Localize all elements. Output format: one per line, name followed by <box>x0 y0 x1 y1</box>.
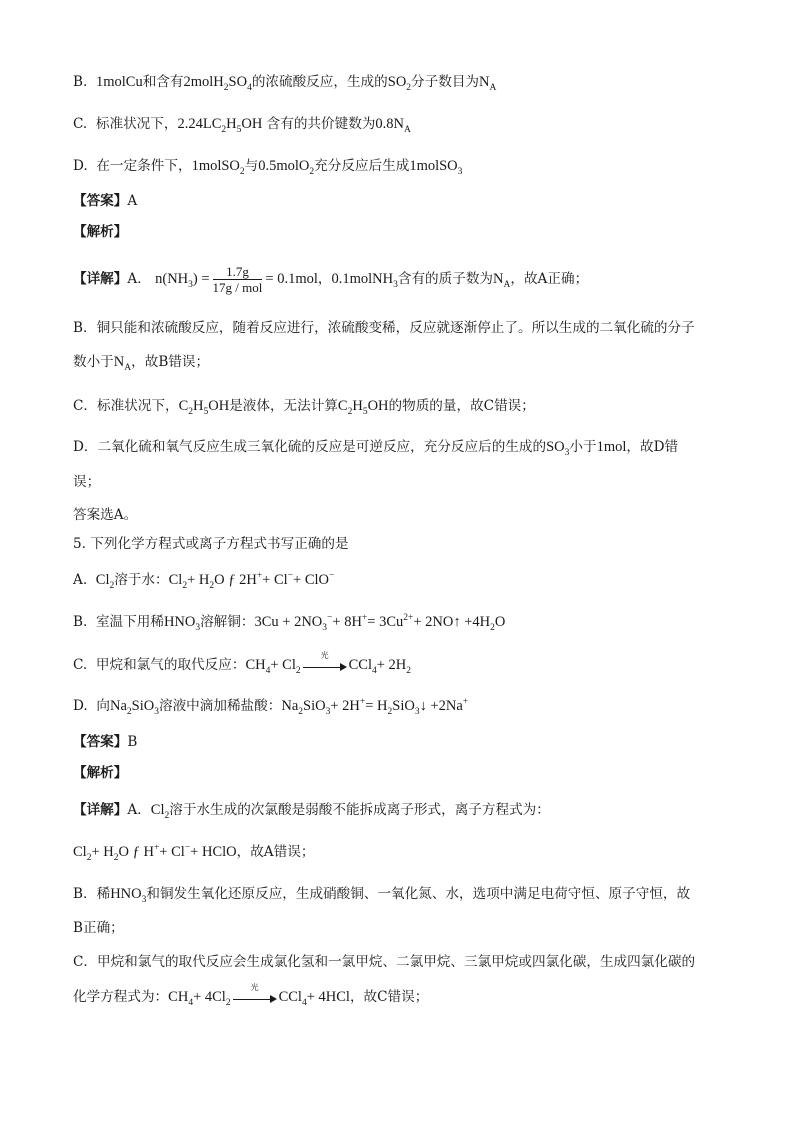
q4-option-d <box>73 156 734 176</box>
formula: $N_A$ <box>479 74 497 93</box>
equation: CCl$_4$+ 4HCl <box>278 989 350 1008</box>
formula: $HNO_3$ <box>110 886 147 905</box>
text: B．铜只能和浓硫酸反应，随着反应进行，浓硫酸变稀，反应就逐渐停止了。所以生成的二氧化硫的分子 <box>73 320 695 336</box>
equation: $CH_4+ Cl_2$ <box>245 657 301 676</box>
text: 的浓硫酸反应，生成的 <box>251 74 388 90</box>
formula: 1molSO$_3$ <box>409 158 463 177</box>
q5-detail-c1 <box>73 952 734 972</box>
formula: $C_2H_5OH$ <box>178 398 230 417</box>
text: 充分反应后生成 <box>314 158 410 174</box>
q5-detail-b1 <box>73 884 734 904</box>
q5-detail-c2 <box>73 982 734 1008</box>
text: A． <box>127 271 151 287</box>
text: 分子数目为 <box>411 74 480 90</box>
text: 是液体，无法计算 <box>229 398 338 414</box>
equation: $Na_2SiO_3+ 2H^+=$ $H_2SiO_3↓ +2Na^+$ <box>281 697 469 717</box>
q5-detail-a1 <box>73 800 734 820</box>
formula: $N_A$ <box>113 354 132 373</box>
text: 溶解铜： <box>200 614 255 630</box>
formula: $2.24LC_2H_5OH$ <box>177 116 263 135</box>
detail-tag: 【详解】 <box>73 802 128 818</box>
text: ， <box>317 271 332 287</box>
q4-detail-d1 <box>73 437 734 457</box>
text: 数小于 <box>73 354 114 370</box>
answer-tag: 【答案】 <box>73 734 128 750</box>
option-label: D. <box>73 698 88 714</box>
q4-detail-c <box>73 396 734 416</box>
text: ，故C错误； <box>349 989 429 1005</box>
text: 小于 <box>569 439 597 455</box>
text: 和含有 <box>142 74 184 90</box>
text: 甲烷和氯气的取代反应： <box>95 657 246 673</box>
q4-option-c <box>73 114 734 134</box>
text: C．甲烷和氯气的取代反应会生成氯化氢和一氯甲烷、二氯甲烷、三氯甲烷或四氯化碳，生成四氯化碳的 <box>73 954 696 970</box>
formula: 0.5molO$_2$ <box>258 158 315 177</box>
q4-detail-b1 <box>73 318 734 338</box>
option-label: D. <box>73 158 88 174</box>
q5-detail-b2 <box>73 918 734 938</box>
text: C．标准状况下， <box>73 398 179 414</box>
text: 答案选A。 <box>73 507 138 523</box>
formula: $HNO_3$ <box>163 614 201 633</box>
formula: $Cl_2$ <box>150 802 170 821</box>
formula: $n(NH_3)$ = <box>155 271 210 290</box>
text: A． <box>127 802 151 818</box>
equation: $Cl_2+ H_2O$ ƒ 2H++ Cl−+ ClO− <box>168 571 335 591</box>
fraction: $\frac{1.7g}{\text{17g / mol}}$ <box>212 264 263 295</box>
formula: = 0.1mol <box>265 271 318 287</box>
formula: $Cl_2$ <box>95 572 115 591</box>
option-label: C. <box>73 116 88 132</box>
analysis-tag: 【解析】 <box>73 224 128 240</box>
equation: $3Cu + 2NO_3^-+ 8H^+= 3Cu^{2+}+$ 2NO↑ $+4H_2O$ <box>254 613 506 633</box>
analysis-tag: 【解析】 <box>73 765 128 781</box>
q5-option-d <box>73 696 734 716</box>
question-stem: 5. 下列化学方程式或离子方程式书写正确的是 <box>73 536 349 552</box>
text: ，故A正确； <box>510 271 589 287</box>
text: 化学方程式为： <box>73 989 169 1005</box>
formula: $N_A$ <box>493 271 511 290</box>
text: B．稀 <box>73 886 111 902</box>
text: 的物质的量，故C错误； <box>388 398 535 414</box>
text: 溶于水生成的次氯酸是弱酸不能拆成离子形式，离子方程式为： <box>169 802 550 818</box>
formula: $SO_3$ <box>546 439 570 458</box>
text: 含有的质子数为 <box>397 271 494 287</box>
equation: $CCl_4+ 2H_2$ <box>348 657 412 676</box>
reaction-arrow: 光 <box>303 659 347 673</box>
text: 在一定条件下， <box>96 158 192 174</box>
text: 向 <box>96 698 110 714</box>
formula: 1mol <box>596 439 627 455</box>
reaction-arrow: 光 <box>233 991 277 1005</box>
text: ，故D错 <box>626 439 679 455</box>
answer-value: B <box>127 734 138 750</box>
q4-detail-a <box>73 262 734 296</box>
q5-detail-a2 <box>73 842 734 862</box>
q4-detail-d2 <box>73 472 734 492</box>
q5-option-a <box>73 570 734 590</box>
option-label: B. <box>73 74 88 90</box>
answer-value: A <box>127 193 138 209</box>
option-label: C. <box>73 657 88 673</box>
equation: $CH_4+ 4Cl_2$ <box>168 989 231 1008</box>
formula: $2molH_2SO_4$ <box>183 74 252 93</box>
q5-analysis-heading <box>73 763 734 783</box>
q4-detail-b2 <box>73 352 734 372</box>
q5-answer <box>73 732 734 752</box>
q5-stem <box>73 534 734 554</box>
formula: 1molSO$_2$ <box>191 158 245 177</box>
text: 室温下用稀 <box>95 614 164 630</box>
text: 误； <box>73 474 101 490</box>
text: 含有的共价键数为 <box>266 116 376 132</box>
text: D．二氧化硫和氧气反应生成三氧化硫的反应是可逆反应，充分反应后的生成的 <box>73 439 547 455</box>
equation: $Cl_2+ H_2O$ ƒ H++ Cl−+ HClO <box>73 843 237 863</box>
q4-answer <box>73 191 734 211</box>
text: B正确； <box>73 920 124 936</box>
formula: 0.1molNH$_3$ <box>331 271 398 290</box>
formula: 1molCu <box>95 74 143 90</box>
text: 溶于水： <box>114 572 169 588</box>
text: 和铜发生氧化还原反应，生成硝酸铜、一氧化氮、水，选项中满足电荷守恒、原子守恒，故 <box>146 886 691 902</box>
q4-conclusion <box>73 505 734 525</box>
option-label: B. <box>73 614 88 630</box>
text: ，故A错误； <box>236 844 315 860</box>
q5-option-c <box>73 650 734 676</box>
formula: $Na_2SiO_3$ <box>110 698 159 717</box>
formula: $C_2H_5OH$ <box>337 398 389 417</box>
q4-option-b <box>73 72 734 92</box>
detail-tag: 【详解】 <box>73 271 128 287</box>
text: 溶液中滴加稀盐酸： <box>159 698 282 714</box>
option-label: A. <box>73 572 88 588</box>
q5-option-b <box>73 612 734 632</box>
formula: $SO_2$ <box>387 74 412 93</box>
formula: $0.8N_A$ <box>375 116 411 135</box>
answer-tag: 【答案】 <box>73 193 128 209</box>
text: ，故B错误； <box>131 354 210 370</box>
q4-analysis-heading <box>73 222 734 242</box>
text: 标准状况下， <box>95 116 178 132</box>
text: 与 <box>244 158 259 174</box>
